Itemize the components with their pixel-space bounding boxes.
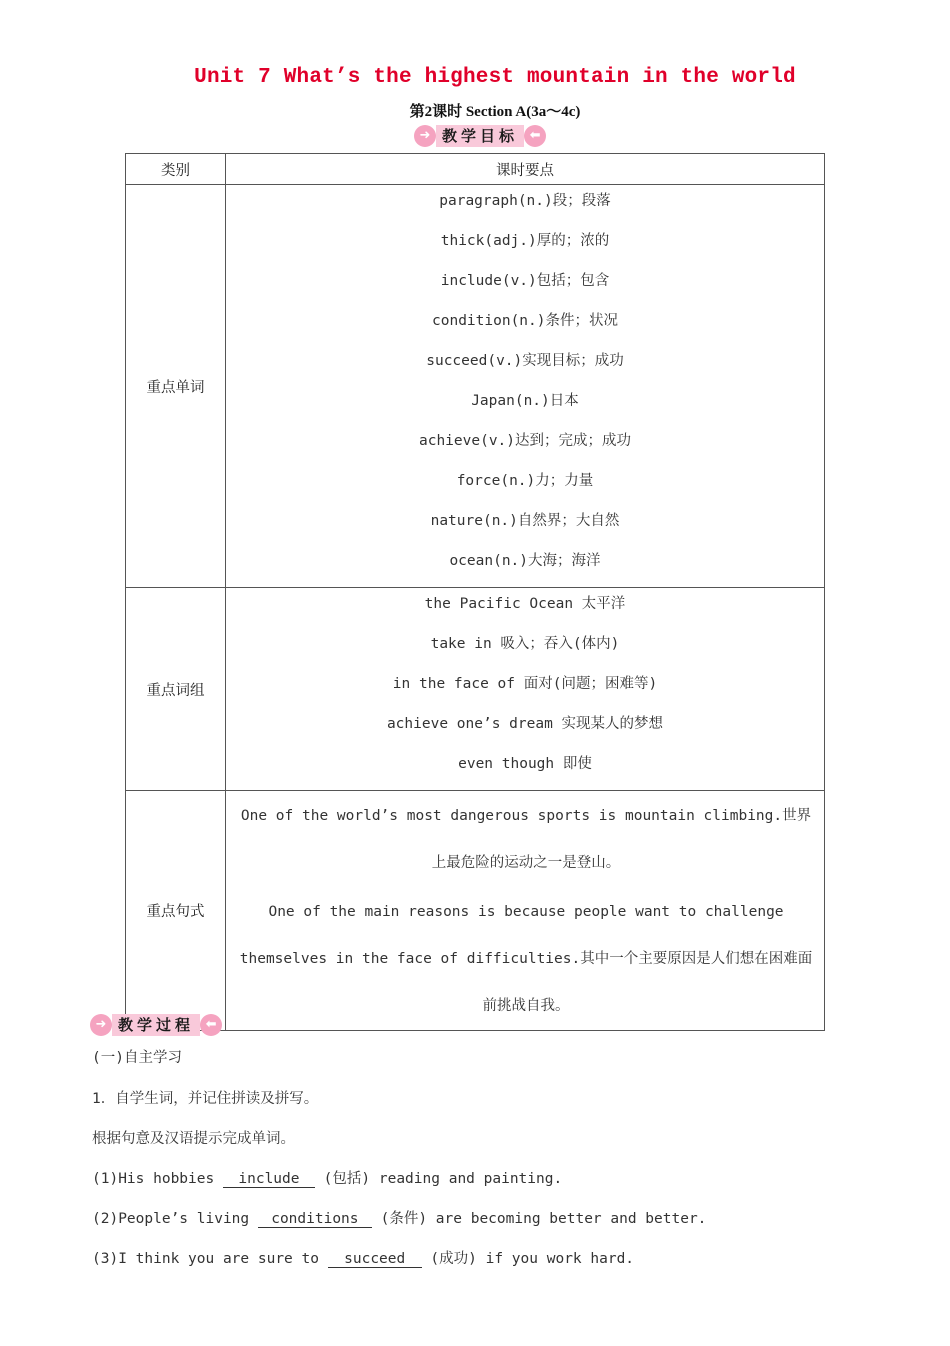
table-header-row [126, 154, 825, 185]
category-words: 重点单词 [126, 185, 226, 588]
q3-answer-blank[interactable]: succeed [328, 1251, 422, 1268]
page-title: Unit 7 What’s the highest mountain in the world [194, 66, 796, 89]
list-item: force(n.)力；力量 [456, 473, 594, 489]
question-1 [92, 1167, 562, 1188]
list-item: achieve one’s dream 实现某人的梦想 [386, 716, 664, 732]
q1-post: (包括) reading and painting. [314, 1171, 563, 1187]
list-item: nature(n.)自然界；大自然 [430, 513, 620, 529]
instruction: 根据句意及汉语提示完成单词。 [92, 1131, 295, 1147]
sentences-cell [226, 791, 825, 1031]
q1-pre: (1)His hobbies [92, 1171, 223, 1187]
goals-table [125, 153, 825, 1031]
process-banner-label: 教学过程 [112, 1014, 200, 1036]
list-item: the Pacific Ocean 太平洋 [424, 596, 626, 612]
list-item: condition(n.)条件；状况 [432, 313, 618, 329]
q2-answer-blank[interactable]: conditions [258, 1211, 372, 1228]
q3-pre: (3)I think you are sure to [92, 1251, 328, 1267]
words-cell [226, 185, 825, 588]
header-category: 类别 [126, 154, 226, 185]
words-list [226, 185, 824, 587]
list-item: achieve(v.)达到；完成；成功 [418, 433, 632, 449]
list-item: Japan(n.)日本 [471, 393, 579, 409]
question-2 [92, 1207, 706, 1228]
phrases-list [226, 588, 824, 790]
goals-banner [414, 124, 546, 148]
arrow-left-icon: ⬅ [200, 1014, 222, 1036]
table-row [126, 791, 825, 1031]
list-item: take in 吸入；吞入(体内) [430, 636, 620, 652]
q1-answer-blank[interactable]: include [223, 1171, 315, 1188]
list-item: include(v.)包括；包含 [440, 273, 610, 289]
header-points: 课时要点 [226, 154, 825, 185]
task-1: 1．自学生词，并记住拼读及拼写。 [92, 1091, 319, 1107]
category-phrases: 重点词组 [126, 588, 226, 791]
process-heading: (一)自主学习 [92, 1050, 182, 1066]
arrow-left-icon: ⬅ [524, 125, 546, 147]
goals-banner-label: 教学目标 [436, 125, 524, 147]
phrases-cell [226, 588, 825, 791]
list-item: even though 即使 [458, 756, 592, 772]
list-item: in the face of 面对(问题；困难等) [392, 676, 658, 692]
table-row [126, 185, 825, 588]
arrow-right-icon: ➜ [414, 125, 436, 147]
arrow-right-icon: ➜ [90, 1014, 112, 1036]
list-item: succeed(v.)实现目标；成功 [426, 353, 624, 369]
process-banner [90, 1013, 222, 1037]
list-item: thick(adj.)厚的；浓的 [440, 233, 610, 249]
table-row [126, 588, 825, 791]
q2-post: (条件) are becoming better and better. [371, 1211, 707, 1227]
question-3 [92, 1247, 634, 1268]
q3-post: (成功) if you work hard. [421, 1251, 635, 1267]
list-item: paragraph(n.)段；段落 [439, 193, 611, 209]
page-subtitle: 第2课时 Section A(3a～4c) [409, 104, 581, 120]
category-sentences: 重点句式 [126, 791, 226, 1031]
sentence-2: One of the main reasons is because people want to challenge themselves in the face of difficulties.其中一个主要原因是人们想在困难面前挑战自我。 [239, 904, 813, 1014]
sentence-1: One of the world’s most dangerous sports is mountain climbing.世界上最危险的运动之一是登山。 [240, 808, 812, 871]
q2-pre: (2)People’s living [92, 1211, 258, 1227]
list-item: ocean(n.)大海；海洋 [449, 553, 601, 569]
